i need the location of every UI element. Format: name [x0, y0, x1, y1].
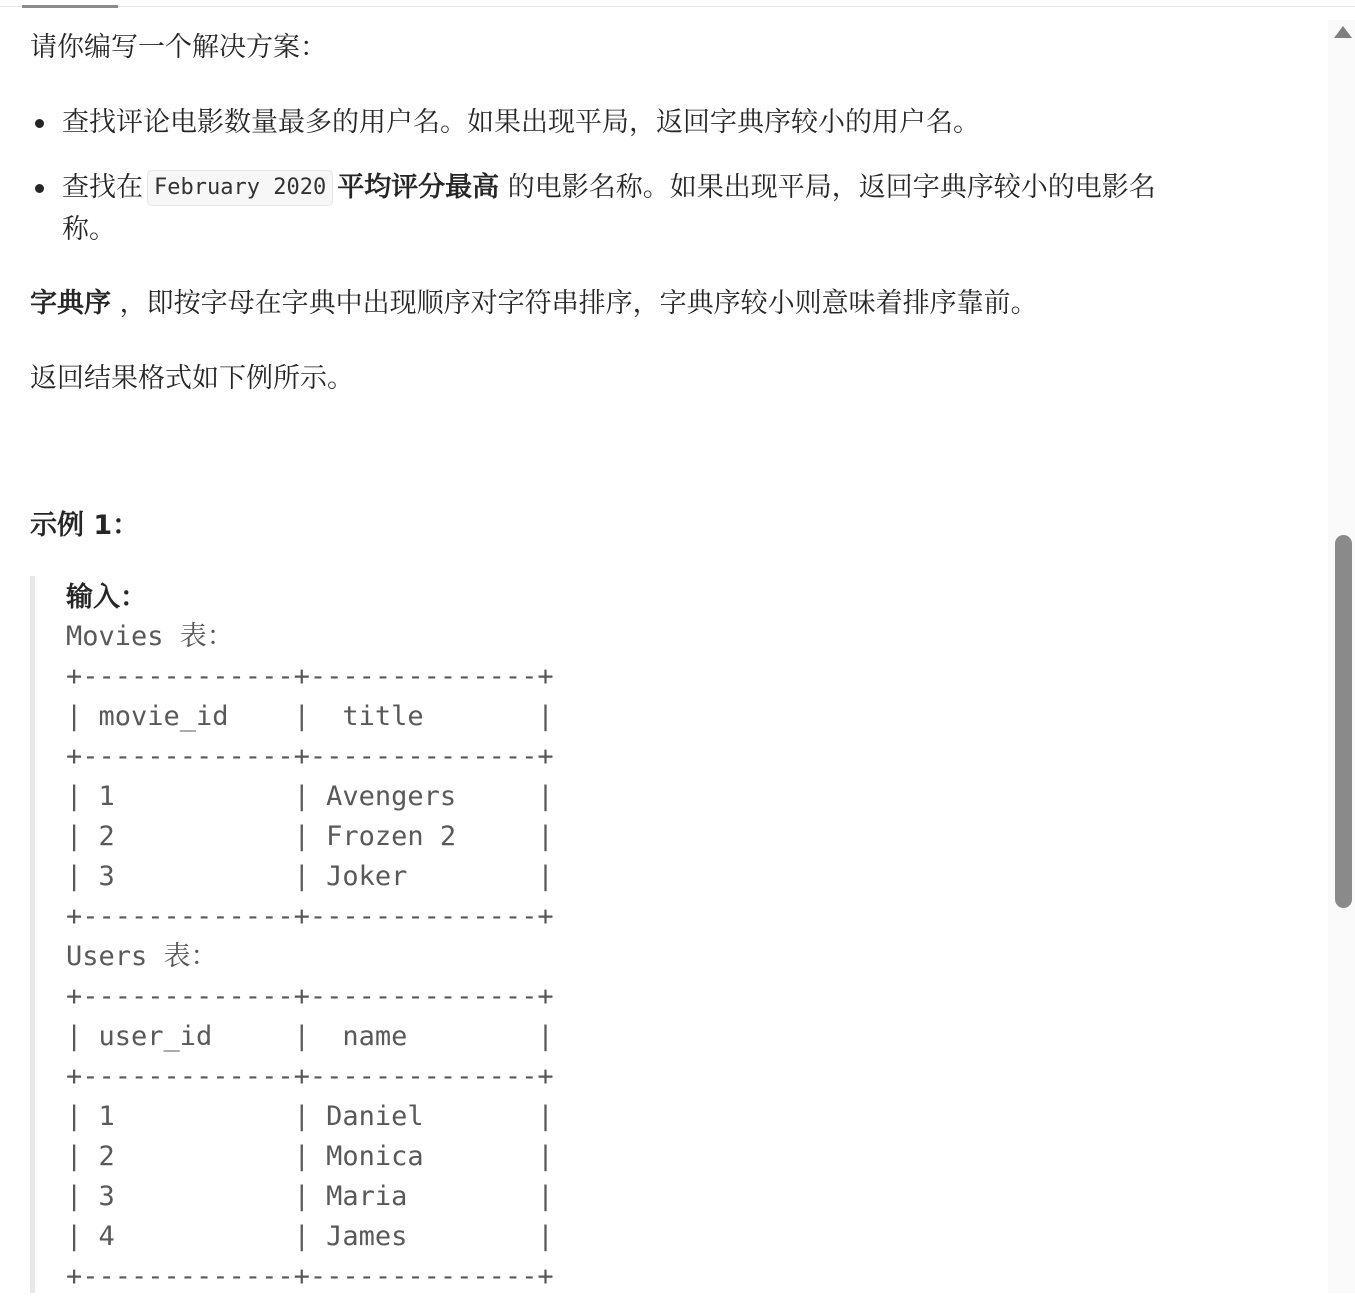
users-table-row: | 3 | Maria | [66, 1181, 554, 1212]
users-table-row: | 2 | Monica | [66, 1141, 554, 1172]
example-block-bar [30, 576, 35, 1293]
users-table-border-top: +-------------+--------------+ [66, 981, 554, 1012]
scroll-up-arrow-icon[interactable] [1334, 26, 1352, 38]
users-caption: Users 表： [66, 941, 218, 972]
movies-caption: Movies 表： [66, 621, 234, 652]
users-table-row: | 4 | James | [66, 1221, 554, 1252]
users-table-border-bottom: +-------------+--------------+ [66, 1261, 554, 1292]
movies-table-border-bottom: +-------------+--------------+ [66, 901, 554, 932]
lexi-note [30, 283, 1038, 325]
movies-table-header: | movie_id | title | [66, 701, 554, 732]
bullet-2-prefix: 查找在 [62, 172, 143, 203]
result-format-text: 返回结果格式如下例所示。 [30, 363, 354, 394]
users-table-row: | 1 | Daniel | [66, 1101, 554, 1132]
inline-code: February 2020 [147, 170, 333, 206]
movies-table-row: | 1 | Avengers | [66, 781, 554, 812]
movies-table-row: | 2 | Frozen 2 | [66, 821, 554, 852]
input-label: 输入： [66, 582, 147, 613]
active-tab-indicator [22, 5, 118, 8]
lexi-note-text: ，即按字母在字典中出现顺序对字符串排序，字典序较小则意味着排序靠前。 [119, 288, 1038, 319]
bullet-2-continuation: 称。 [62, 214, 116, 245]
lexi-note-bold: 字典序 [30, 288, 111, 319]
users-table-header: | user_id | name | [66, 1021, 554, 1052]
scrollbar-thumb[interactable] [1335, 535, 1352, 908]
intro-text: 请你编写一个解决方案： [30, 32, 327, 63]
movies-table-border-top: +-------------+--------------+ [66, 661, 554, 692]
bullet-2-suffix: 的电影名称。如果出现平局，返回字典序较小的电影名 [507, 172, 1156, 203]
bullet-2-text [62, 167, 1156, 209]
tab-bar-border [0, 6, 1355, 7]
users-table-border-mid: +-------------+--------------+ [66, 1061, 554, 1092]
movies-table-border-mid: +-------------+--------------+ [66, 741, 554, 772]
bullet-1-text: 查找评论电影数量最多的用户名。如果出现平局，返回字典序较小的用户名。 [62, 107, 980, 138]
movies-table-row: | 3 | Joker | [66, 861, 554, 892]
bullet-dot [35, 119, 44, 128]
bullet-2-bold: 平均评分最高 [337, 172, 500, 203]
example-heading: 示例 1： [30, 510, 140, 541]
bullet-dot [35, 184, 44, 193]
